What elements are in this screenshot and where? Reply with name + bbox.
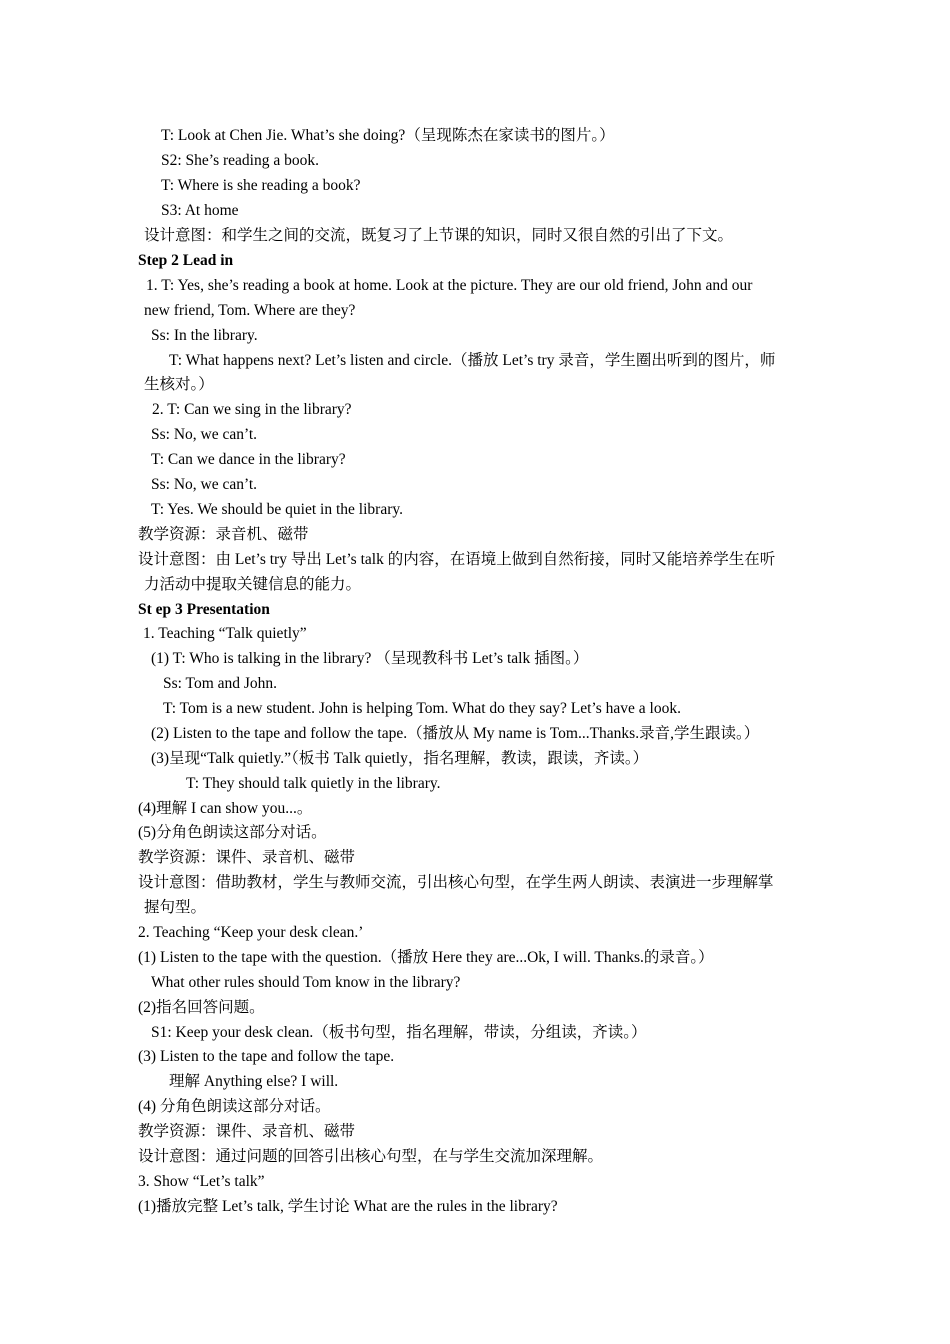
text-line: (3) Listen to the tape and follow the tape. [138, 1048, 395, 1065]
text-line: 设计意图：和学生之间的交流，既复习了上节课的知识，同时又很自然的引出了下文。 [144, 227, 734, 244]
text-line: (3)呈现“Talk quietly.”（板书 Talk quietly，指名理解，教读，跟读，齐读。） [151, 750, 649, 767]
text-line: Ss: Tom and John. [163, 675, 278, 692]
text-line: 握句型。 [144, 899, 207, 916]
text-line: 教学资源：课件、录音机、磁带 [138, 849, 356, 866]
text-line: S3: At home [161, 202, 239, 219]
text-line: T: Yes. We should be quiet in the library. [151, 501, 403, 518]
section-heading: Step 2 Lead in [138, 252, 234, 269]
text-line: (1) Listen to the tape with the question.（播放 Here they are...Ok, I will. Thanks.的录音。） [138, 949, 714, 966]
text-line: 1. T: Yes, she’s reading a book at home. Look at the picture. They are our old friend, John and our [146, 277, 753, 294]
text-line: new friend, Tom. Where are they? [144, 302, 356, 319]
text-line: Ss: In the library. [151, 327, 258, 344]
text-line: T: They should talk quietly in the library. [186, 775, 441, 792]
text-line: (1)播放完整 Let’s talk, 学生讨论 What are the rules in the library? [138, 1198, 558, 1215]
text-line: Ss: No, we can’t. [151, 426, 258, 443]
text-line: What other rules should Tom know in the library? [151, 974, 461, 991]
text-line: (4)理解 I can show you...。 [138, 800, 313, 817]
text-line: 2. T: Can we sing in the library? [152, 401, 352, 418]
text-line: (5)分角色朗读这部分对话。 [138, 824, 327, 841]
text-line: T: Can we dance in the library? [151, 451, 346, 468]
text-line: 理解 Anything else? I will. [169, 1073, 339, 1090]
text-line: T: Look at Chen Jie. What’s she doing?（呈现陈杰在家读书的图片。） [161, 127, 615, 144]
text-line: 1. Teaching “Talk quietly” [143, 625, 307, 642]
text-line: 教学资源：课件、录音机、磁带 [138, 1123, 356, 1140]
text-line: 2. Teaching “Keep your desk clean.’ [138, 924, 364, 941]
text-line: (2)指名回答问题。 [138, 999, 265, 1016]
text-line: T: Where is she reading a book? [161, 177, 361, 194]
text-line: 生核对。） [144, 376, 214, 393]
text-line: Ss: No, we can’t. [151, 476, 258, 493]
section-heading: St ep 3 Presentation [138, 601, 270, 618]
text-line: 教学资源：录音机、磁带 [138, 526, 309, 543]
text-line: S2: She’s reading a book. [161, 152, 319, 169]
text-line: T: What happens next? Let’s listen and circle.（播放 Let’s try 录音，学生圈出听到的图片，师 [169, 352, 776, 369]
text-line: 设计意图：由 Let’s try 导出 Let’s talk 的内容，在语境上做到自然衔接，同时又能培养学生在听 [138, 551, 776, 568]
text-line: T: Tom is a new student. John is helping Tom. What do they say? Let’s have a look. [163, 700, 681, 717]
text-line: (1) T: Who is talking in the library? （呈现教科书 Let’s talk 插图。） [151, 650, 589, 667]
text-line: S1: Keep your desk clean.（板书句型，指名理解，带读，分组读，齐读。） [151, 1024, 647, 1041]
text-line: 3. Show “Let’s talk” [138, 1173, 265, 1190]
text-line: 设计意图：借助教材，学生与教师交流，引出核心句型，在学生两人朗读、表演进一步理解掌 [138, 874, 774, 891]
text-line: 力活动中提取关键信息的能力。 [144, 576, 362, 593]
text-line: (4) 分角色朗读这部分对话。 [138, 1098, 331, 1115]
text-line: 设计意图：通过问题的回答引出核心句型，在与学生交流加深理解。 [138, 1148, 604, 1165]
text-line: (2) Listen to the tape and follow the tape.（播放从 My name is Tom...Thanks.录音,学生跟读。） [151, 725, 760, 742]
